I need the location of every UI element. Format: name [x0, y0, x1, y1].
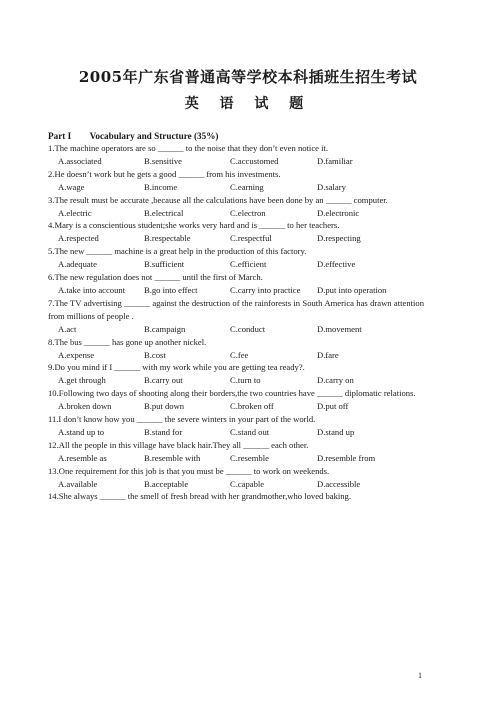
question-stem: 4.Mary is a conscientious student;she works very hard and is ______ to her teachers. [48, 220, 340, 231]
option-c: C.broken off [230, 401, 274, 412]
options-row [48, 284, 424, 297]
option-c: C.efficient [230, 259, 267, 270]
options-row [48, 207, 424, 220]
option-b: B.acceptable [144, 478, 189, 489]
option-d: D.effective [317, 259, 356, 270]
option-d: D.put off [317, 401, 349, 412]
option-c: C.stand out [230, 426, 270, 437]
question-item [48, 336, 424, 362]
question-stem: 6.The new regulation does not ______ until the first of March. [48, 272, 263, 283]
question-stem: 1.The machine operators are so ______ to the noise that they don’t even notice it. [48, 143, 329, 153]
option-c: C.conduct [230, 323, 266, 334]
option-b: B.income [144, 181, 178, 192]
option-a: A.associated [58, 155, 102, 166]
question-item [48, 168, 424, 194]
question-item [48, 490, 424, 503]
question-stem: 2.He doesn’t work but he gets a good ______ from his investments. [48, 168, 281, 179]
question-stem: 14.She always ______ the smell of fresh bread with her grandmother,who loved baking. [48, 491, 351, 502]
question-item [48, 194, 424, 220]
option-c: C.turn to [230, 375, 261, 386]
option-a: A.resemble as [58, 452, 107, 463]
question-stem: 13.One requirement for this job is that you must be ______ to work on weekends. [48, 465, 330, 476]
question-stem: 11.I don’t know how you ______ the severe winters in your part of the world. [48, 414, 316, 425]
option-d: D.fare [317, 349, 339, 360]
option-b: B.carry out [144, 375, 183, 386]
question-item [48, 142, 424, 168]
question-item [48, 245, 424, 271]
option-b: B.put down [144, 401, 185, 412]
question-stem: 9.Do you mind if I ______ with my work while you are getting tea ready?. [48, 362, 305, 373]
page-number: 1 [418, 671, 422, 680]
option-d: D.salary [317, 181, 346, 192]
question-item [48, 271, 424, 297]
option-b: B.electrical [144, 207, 184, 218]
exam-title: 2005年广东省普通高等学校本科插班生招生考试 [78, 68, 418, 86]
exam-subtitle: 英 语 试 题 [184, 96, 312, 112]
option-b: B.cost [144, 349, 166, 360]
option-b: B.stand for [144, 426, 183, 437]
option-b: B.resemble with [144, 452, 201, 463]
question-stem: 7.The TV advertising ______ against the destruction of the rainforests in South America has drawn attention from millions of people . [48, 297, 424, 321]
option-a: A.wage [58, 181, 85, 192]
question-stem: 3.The result must be accurate ,because all the calculations have been done by an ______ computer. [48, 194, 388, 205]
option-d: D.put into operation [317, 284, 387, 295]
option-a: A.get through [58, 375, 106, 386]
question-item [48, 361, 424, 387]
question-item [48, 297, 424, 336]
option-a: A.electric [58, 207, 92, 218]
options-row [48, 452, 424, 465]
option-b: B.go into effect [144, 284, 198, 295]
option-b: B.sensitive [144, 155, 182, 166]
option-a: A.respected [58, 233, 99, 244]
option-c: C.electron [230, 207, 266, 218]
option-d: D.stand up [317, 426, 355, 437]
options-row [48, 374, 424, 387]
question-stem: 12.All the people in this village have black hair.They all ______ each other. [48, 439, 309, 450]
option-a: A.adequate [58, 259, 97, 270]
option-a: A.broken down [58, 401, 112, 412]
option-b: B.campaign [144, 323, 186, 334]
option-a: A.take into account [58, 284, 126, 295]
question-stem: 8.The bus ______ has gone up another nickel. [48, 336, 207, 347]
question-stem: 5.The new ______ machine is a great help in the production of this factory. [48, 246, 307, 257]
question-item [48, 465, 424, 491]
question-item [48, 387, 424, 413]
options-row [48, 258, 424, 271]
options-row [48, 478, 424, 491]
option-d: D.resemble from [317, 452, 376, 463]
options-row [48, 349, 424, 362]
option-c: C.accustomed [230, 155, 279, 166]
option-c: C.earning [230, 181, 264, 192]
option-d: D.carry on [317, 375, 354, 386]
option-b: B.respectable [144, 233, 191, 244]
option-d: D.accessible [317, 478, 361, 489]
option-a: A.expense [58, 349, 95, 360]
question-list [48, 142, 424, 503]
question-item [48, 219, 424, 245]
option-d: D.electronic [317, 207, 360, 218]
question-item [48, 439, 424, 465]
option-c: C.capable [230, 478, 265, 489]
options-row [48, 181, 424, 194]
section-heading: Part I Vocabulary and Structure (35%) [48, 131, 219, 141]
options-row [48, 400, 424, 413]
option-d: D.familiar [317, 155, 353, 166]
option-d: D.respecting [317, 233, 361, 244]
options-row [48, 232, 424, 245]
option-c: C.fee [230, 349, 249, 360]
option-c: C.carry into practice [230, 284, 301, 295]
options-row [48, 426, 424, 439]
option-d: D.movement [317, 323, 362, 334]
option-a: A.available [58, 478, 98, 489]
question-stem: 10.Following two days of shooting along their borders,the two countries have ______ diplomatic relations. [48, 388, 416, 399]
options-row [48, 155, 424, 168]
option-c: C.resemble [230, 452, 269, 463]
option-a: A.stand up to [58, 426, 105, 437]
question-item [48, 413, 424, 439]
option-a: A.act [58, 323, 77, 334]
option-c: C.respectful [230, 233, 272, 244]
option-b: B.sufficient [144, 259, 185, 270]
options-row [48, 323, 424, 336]
